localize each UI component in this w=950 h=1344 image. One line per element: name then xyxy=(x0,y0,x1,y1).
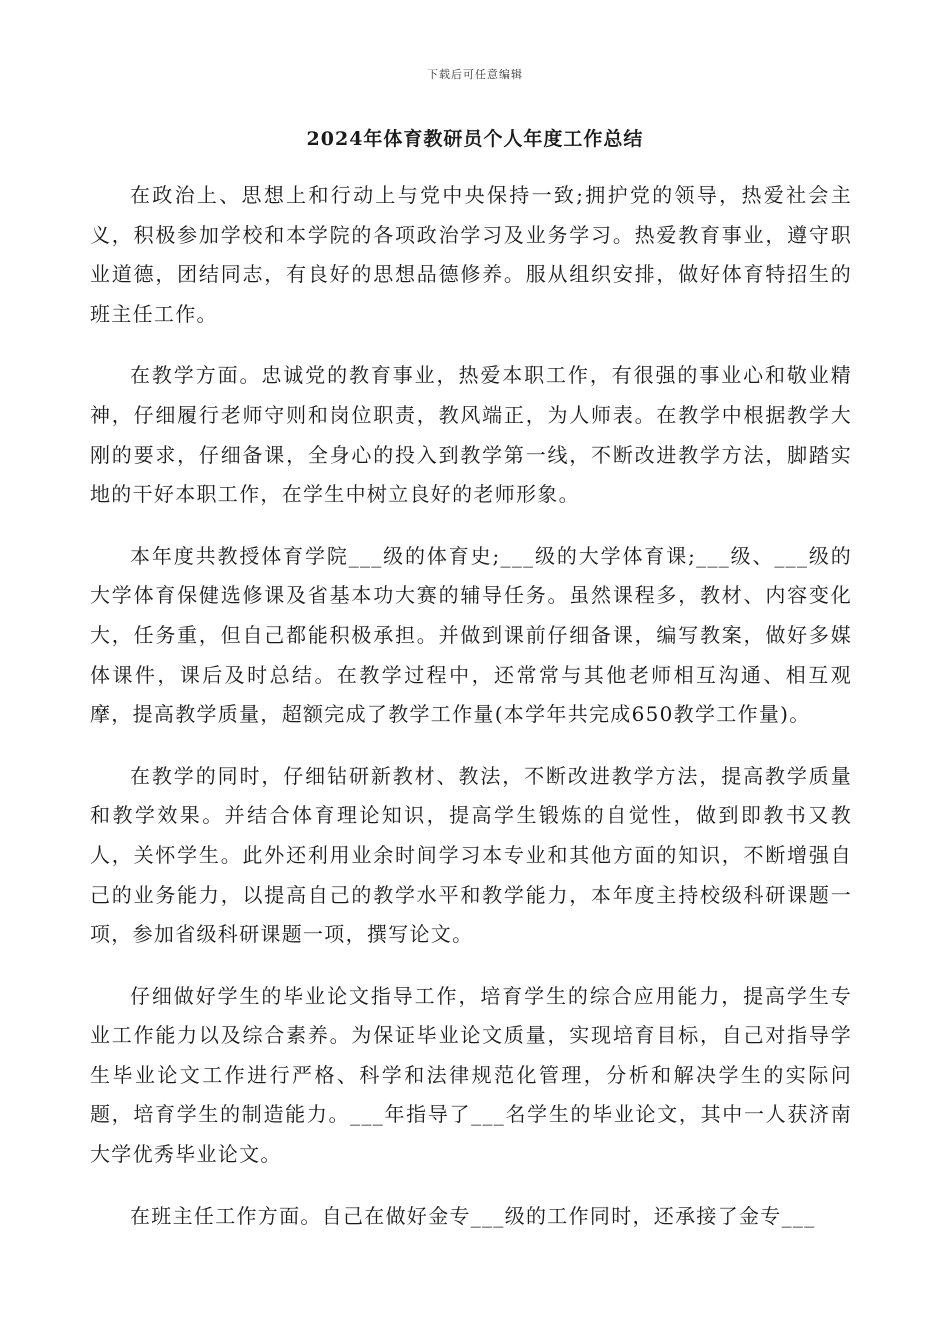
paragraph-political: 在政治上、思想上和行动上与党中央保持一致;拥护党的领导，热爱社会主义，积极参加学校和本学院的各项政治学习及业务学习。热爱教育事业，遵守职业道德，团结同志，有良好的思想品德修养。服从组织安排，做好体育特招生的班主任工作。 xyxy=(90,183,852,326)
paragraph-courses: 本年度共教授体育学院___级的体育史;___级的大学体育课;___级、___级的大学体育保健选修课及省基本功大赛的辅导任务。虽然课程多，教材、内容变化大，任务重，但自己都能积极承担。并做到课前仔细备课，编写教案，做好多媒体课件，课后及时总结。在教学过程中，还常常与其他老师相互沟通、相互观摩，提高教学质量，超额完成了教学工作量(本学年共完成650教学工作量)。 xyxy=(90,543,852,727)
paragraph-teaching: 在教学方面。忠诚党的教育事业，热爱本职工作，有很强的事业心和敬业精神，仔细履行老师守则和岗位职责，教风端正，为人师表。在教学中根据教学大刚的要求，仔细备课，全身心的投入到教学第一线，不断改进教学方法，脚踏实地的干好本职工作，在学生中树立良好的老师形象。 xyxy=(90,363,852,507)
paragraph-research: 在教学的同时，仔细钻研新教材、教法，不断改进教学方法，提高教学质量和教学效果。并结合体育理论知识，提高学生锻炼的自觉性，做到即教书又教人，关怀学生。此外还利用业余时间学习本专业和其他方面的知识，不断增强自己的业务能力，以提高自己的教学水平和教学能力，本年度主持校级科研课题一项，参加省级科研课题一项，撰写论文。 xyxy=(90,763,852,947)
document-body xyxy=(90,176,852,1258)
paragraph-thesis-guidance: 仔细做好学生的毕业论文指导工作，培育学生的综合应用能力，提高学生专业工作能力以及综合素养。为保证毕业论文质量，实现培育目标，自己对指导学生毕业论文工作进行严格、科学和法律规范化管理，分析和解决学生的实际问题，培育学生的制造能力。___年指导了___名学生的毕业论文，其中一人获济南大学优秀毕业论文。 xyxy=(90,983,852,1167)
paragraph-class-advisor: 在班主任工作方面。自己在做好金专___级的工作同时，还承接了金专___ xyxy=(130,1203,816,1228)
document-title: 2024年体育教研员个人年度工作总结 xyxy=(306,128,644,150)
header-note: 下载后可任意编辑 xyxy=(427,68,523,81)
